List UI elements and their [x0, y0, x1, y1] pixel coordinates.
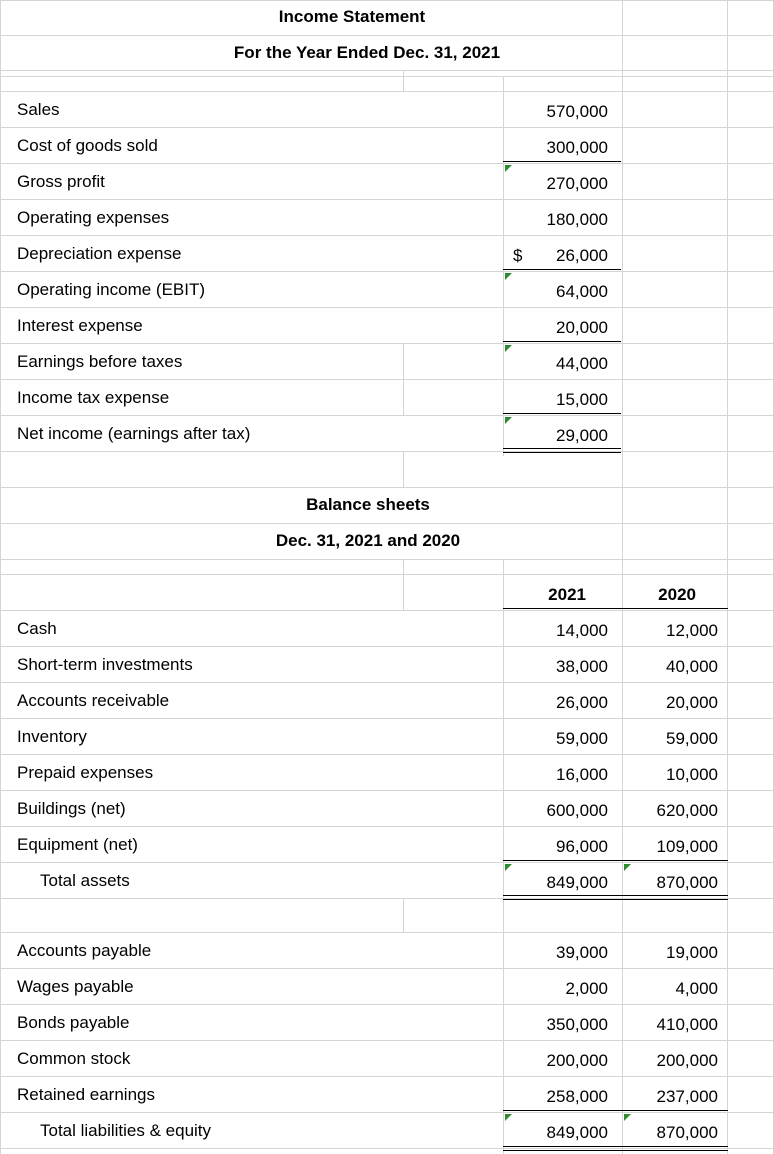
row-label: Cost of goods sold — [17, 136, 158, 155]
value-2021: 258,000 — [546, 1087, 608, 1106]
value-2021: 26,000 — [556, 693, 608, 712]
row-label: Interest expense — [17, 316, 143, 335]
row-label: Total liabilities & equity — [40, 1121, 212, 1140]
value-2021: 600,000 — [546, 801, 608, 820]
row-label: Common stock — [17, 1049, 131, 1068]
row-value: 29,000 — [556, 426, 608, 445]
total-double-underline — [503, 1146, 728, 1151]
row-label: Inventory — [17, 727, 87, 746]
row-label: Operating income (EBIT) — [17, 280, 206, 299]
subtotal-underline — [503, 860, 728, 861]
value-2021: 96,000 — [556, 837, 608, 856]
value-2020: 19,000 — [666, 943, 718, 962]
cell-formula-indicator — [624, 864, 631, 871]
cell-formula-indicator — [505, 273, 512, 280]
row-label: Net income (earnings after tax) — [17, 424, 251, 443]
subtotal-underline — [503, 161, 621, 162]
row-label: Operating expenses — [17, 208, 170, 227]
currency-symbol: $ — [513, 246, 523, 265]
value-2021: 14,000 — [556, 621, 608, 640]
column-header-2020: 2020 — [658, 585, 696, 604]
row-value: 300,000 — [546, 138, 608, 157]
value-2021: 200,000 — [546, 1051, 608, 1070]
row-label: Equipment (net) — [17, 835, 138, 854]
value-2020: 410,000 — [656, 1015, 718, 1034]
income-statement-title: Income Statement — [278, 7, 426, 26]
row-value: 44,000 — [556, 354, 608, 373]
cell-formula-indicator — [505, 165, 512, 172]
row-value: 270,000 — [546, 174, 608, 193]
subtotal-underline — [503, 413, 621, 414]
value-2020: 870,000 — [656, 1123, 718, 1142]
row-label: Cash — [17, 619, 57, 638]
total-double-underline — [503, 895, 728, 900]
value-2020: 870,000 — [656, 873, 718, 892]
subtotal-underline — [503, 341, 621, 342]
value-2020: 10,000 — [666, 765, 718, 784]
value-2020: 620,000 — [656, 801, 718, 820]
row-value: 180,000 — [546, 210, 608, 229]
value-2020: 237,000 — [656, 1087, 718, 1106]
cell-formula-indicator — [505, 417, 512, 424]
row-label: Wages payable — [17, 977, 134, 996]
balance-sheet-title: Balance sheets — [306, 495, 430, 514]
cell-formula-indicator — [624, 1114, 631, 1121]
row-label: Retained earnings — [17, 1085, 155, 1104]
row-label: Earnings before taxes — [17, 352, 183, 371]
value-2021: 38,000 — [556, 657, 608, 676]
column-header-2021: 2021 — [548, 585, 586, 604]
cell-formula-indicator — [505, 345, 512, 352]
value-2021: 2,000 — [565, 979, 608, 998]
row-label: Bonds payable — [17, 1013, 130, 1032]
value-2020: 200,000 — [656, 1051, 718, 1070]
row-label: Depreciation expense — [17, 244, 182, 263]
cell-formula-indicator — [505, 1114, 512, 1121]
row-label: Sales — [17, 100, 60, 119]
balance-sheet-subtitle: Dec. 31, 2021 and 2020 — [275, 531, 461, 550]
value-2021: 849,000 — [546, 873, 608, 892]
value-2021: 59,000 — [556, 729, 608, 748]
value-2021: 39,000 — [556, 943, 608, 962]
row-value: 26,000 — [556, 246, 608, 265]
header-underline — [503, 608, 728, 609]
subtotal-underline — [503, 1110, 728, 1111]
value-2021: 849,000 — [546, 1123, 608, 1142]
value-2020: 12,000 — [666, 621, 718, 640]
row-value: 20,000 — [556, 318, 608, 337]
row-label: Accounts receivable — [17, 691, 170, 710]
cell-formula-indicator — [505, 864, 512, 871]
income-statement-subtitle: For the Year Ended Dec. 31, 2021 — [233, 43, 501, 62]
row-label: Total assets — [40, 871, 130, 890]
row-value: 64,000 — [556, 282, 608, 301]
value-2020: 4,000 — [675, 979, 718, 998]
row-label: Prepaid expenses — [17, 763, 154, 782]
value-2021: 350,000 — [546, 1015, 608, 1034]
row-label: Income tax expense — [17, 388, 170, 407]
row-value: 570,000 — [546, 102, 608, 121]
row-value: 15,000 — [556, 390, 608, 409]
subtotal-underline — [503, 269, 621, 270]
value-2020: 59,000 — [666, 729, 718, 748]
row-label: Buildings (net) — [17, 799, 126, 818]
row-label: Gross profit — [17, 172, 105, 191]
value-2021: 16,000 — [556, 765, 608, 784]
value-2020: 109,000 — [656, 837, 718, 856]
total-double-underline — [503, 448, 621, 453]
value-2020: 40,000 — [666, 657, 718, 676]
row-label: Accounts payable — [17, 941, 152, 960]
value-2020: 20,000 — [666, 693, 718, 712]
row-label: Short-term investments — [17, 655, 193, 674]
